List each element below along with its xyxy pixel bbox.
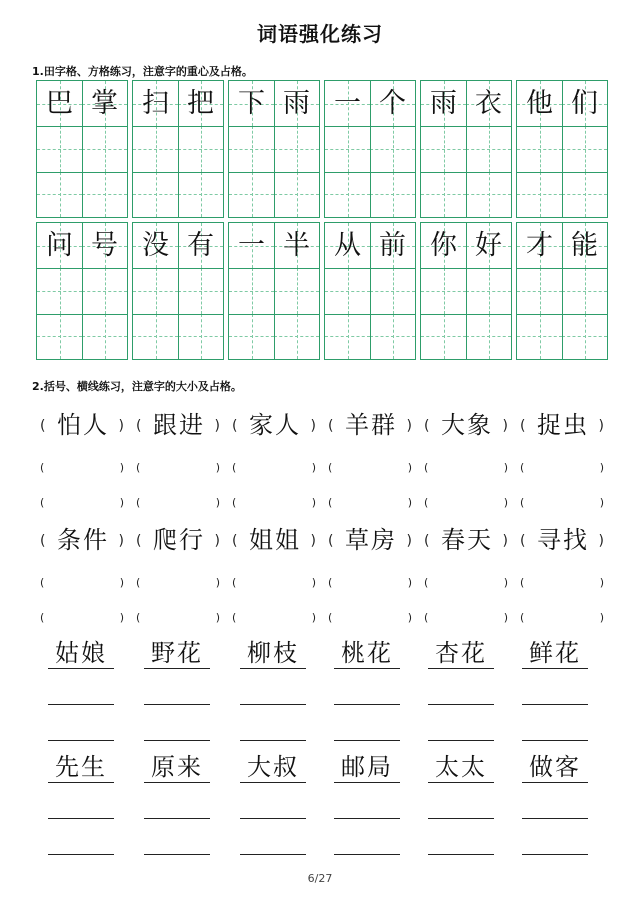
writing-cell <box>229 314 274 359</box>
paren-word: 爬行 <box>153 526 205 554</box>
grid-divider <box>229 126 319 127</box>
writing-underline <box>144 704 210 705</box>
close-paren: ) <box>215 496 220 509</box>
writing-cell <box>370 172 415 217</box>
writing-cell <box>421 314 466 359</box>
writing-cell <box>133 314 178 359</box>
writing-cell <box>370 314 415 359</box>
close-paren: ) <box>598 533 604 549</box>
grid-divider <box>421 172 511 173</box>
writing-underline <box>522 740 588 741</box>
model-character: 把 <box>187 88 214 119</box>
model-character: 问 <box>46 230 73 261</box>
paren-word-item <box>516 525 608 555</box>
close-paren: ) <box>119 461 124 474</box>
underline-word: 原来 <box>151 753 203 781</box>
writing-cell <box>466 172 511 217</box>
open-paren: ( <box>424 611 429 624</box>
paren-blank-item <box>132 487 224 517</box>
open-paren: ( <box>424 418 430 434</box>
close-paren: ) <box>119 496 124 509</box>
writing-underline <box>240 854 306 855</box>
writing-cell <box>133 268 178 313</box>
section2-instruction: 2.括号、横线练习，注意字的大小及占格。 <box>32 380 242 393</box>
grid-divider <box>325 268 415 269</box>
writing-underline <box>334 740 400 741</box>
paren-word-item <box>132 525 224 555</box>
model-character: 雨 <box>283 88 310 119</box>
paren-blank-item <box>324 487 416 517</box>
writing-cell <box>370 126 415 171</box>
grid-divider <box>229 172 319 173</box>
writing-underline <box>522 818 588 819</box>
writing-underline <box>428 818 494 819</box>
open-paren: ( <box>40 576 45 589</box>
paren-blank-item <box>516 602 608 632</box>
tianzige-word-box <box>516 222 608 360</box>
grid-divider <box>421 126 511 127</box>
close-paren: ) <box>119 576 124 589</box>
underline-word: 大叔 <box>247 753 299 781</box>
writing-cell <box>229 268 274 313</box>
open-paren: ( <box>40 611 45 624</box>
paren-blank-item <box>420 567 512 597</box>
paren-word: 跟进 <box>153 411 205 439</box>
writing-cell <box>178 268 223 313</box>
writing-underline <box>522 704 588 705</box>
paren-blank-item <box>324 452 416 482</box>
open-paren: ( <box>520 496 525 509</box>
paren-blank-item <box>516 487 608 517</box>
paren-blank-item <box>228 452 320 482</box>
writing-cell <box>37 314 82 359</box>
model-character: 个 <box>379 88 406 119</box>
paren-word: 条件 <box>57 526 109 554</box>
paren-blank-item <box>36 452 128 482</box>
close-paren: ) <box>215 576 220 589</box>
paren-blank-item <box>132 602 224 632</box>
grid-divider <box>229 268 319 269</box>
page-number: 6/27 <box>307 872 333 885</box>
underline-word: 柳枝 <box>247 639 299 667</box>
paren-blank-item <box>36 487 128 517</box>
open-paren: ( <box>40 461 45 474</box>
paren-blank-item <box>516 452 608 482</box>
close-paren: ) <box>406 418 412 434</box>
grid-divider <box>133 126 223 127</box>
tianzige-word-box <box>516 80 608 218</box>
close-paren: ) <box>503 576 508 589</box>
close-paren: ) <box>598 418 604 434</box>
paren-word-item <box>36 410 128 440</box>
close-paren: ) <box>118 418 124 434</box>
writing-cell <box>37 126 82 171</box>
writing-underline <box>428 782 494 783</box>
close-paren: ) <box>599 611 604 624</box>
model-character: 衣 <box>475 88 502 119</box>
tianzige-word-box <box>36 222 128 360</box>
model-character: 他 <box>526 88 553 119</box>
tianzige-word-box <box>420 222 512 360</box>
underline-word: 鲜花 <box>529 639 581 667</box>
writing-underline <box>48 704 114 705</box>
close-paren: ) <box>502 533 508 549</box>
tianzige-word-box <box>324 80 416 218</box>
writing-cell <box>229 126 274 171</box>
model-character: 一 <box>238 230 265 261</box>
paren-word-item <box>324 410 416 440</box>
tianzige-word-box <box>36 80 128 218</box>
close-paren: ) <box>214 533 220 549</box>
underline-word: 杏花 <box>435 639 487 667</box>
underline-word: 姑娘 <box>55 639 107 667</box>
paren-word: 家人 <box>249 411 301 439</box>
writing-underline <box>240 818 306 819</box>
grid-divider <box>37 172 127 173</box>
open-paren: ( <box>424 461 429 474</box>
model-character: 能 <box>571 230 598 261</box>
open-paren: ( <box>424 576 429 589</box>
writing-underline <box>334 818 400 819</box>
close-paren: ) <box>310 533 316 549</box>
paren-blank-item <box>228 602 320 632</box>
writing-cell <box>178 314 223 359</box>
grid-divider <box>229 314 319 315</box>
paren-blank-item <box>132 567 224 597</box>
writing-cell <box>178 172 223 217</box>
paren-blank-item <box>420 452 512 482</box>
open-paren: ( <box>232 576 237 589</box>
grid-divider <box>133 314 223 315</box>
writing-cell <box>274 268 319 313</box>
paren-word-item <box>228 410 320 440</box>
writing-underline <box>428 854 494 855</box>
writing-underline <box>240 782 306 783</box>
open-paren: ( <box>424 533 430 549</box>
model-character: 下 <box>238 88 265 119</box>
paren-blank-item <box>324 602 416 632</box>
writing-underline <box>428 740 494 741</box>
writing-cell <box>274 126 319 171</box>
paren-word: 春天 <box>441 526 493 554</box>
paren-word: 捉虫 <box>537 411 589 439</box>
close-paren: ) <box>599 576 604 589</box>
close-paren: ) <box>599 461 604 474</box>
section1-instruction: 1.田字格、方格练习，注意字的重心及占格。 <box>32 65 253 78</box>
grid-divider <box>517 126 607 127</box>
writing-cell <box>562 268 607 313</box>
paren-word-item <box>420 410 512 440</box>
paren-word-item <box>36 525 128 555</box>
writing-cell <box>37 268 82 313</box>
close-paren: ) <box>406 533 412 549</box>
writing-underline <box>334 854 400 855</box>
open-paren: ( <box>520 418 526 434</box>
grid-divider <box>37 268 127 269</box>
grid-divider <box>37 314 127 315</box>
tianzige-word-box <box>132 80 224 218</box>
open-paren: ( <box>136 576 141 589</box>
open-paren: ( <box>328 533 334 549</box>
paren-word: 寻找 <box>537 526 589 554</box>
close-paren: ) <box>503 461 508 474</box>
writing-cell <box>421 268 466 313</box>
close-paren: ) <box>407 576 412 589</box>
close-paren: ) <box>502 418 508 434</box>
underline-word: 太太 <box>435 753 487 781</box>
writing-cell <box>562 126 607 171</box>
paren-word-item <box>420 525 512 555</box>
writing-cell <box>370 268 415 313</box>
close-paren: ) <box>311 461 316 474</box>
close-paren: ) <box>119 611 124 624</box>
writing-underline <box>48 854 114 855</box>
paren-blank-item <box>132 452 224 482</box>
model-character: 们 <box>571 88 598 119</box>
underline-word: 邮局 <box>341 753 393 781</box>
open-paren: ( <box>520 533 526 549</box>
open-paren: ( <box>328 496 333 509</box>
writing-underline <box>144 782 210 783</box>
writing-underline <box>522 668 588 669</box>
model-character: 半 <box>283 230 310 261</box>
model-character: 雨 <box>430 88 457 119</box>
writing-underline <box>428 668 494 669</box>
writing-cell <box>517 314 562 359</box>
writing-underline <box>428 704 494 705</box>
writing-cell <box>82 172 127 217</box>
model-character: 好 <box>475 230 502 261</box>
model-character: 前 <box>379 230 406 261</box>
paren-word: 怕人 <box>57 411 109 439</box>
open-paren: ( <box>328 611 333 624</box>
close-paren: ) <box>311 496 316 509</box>
close-paren: ) <box>118 533 124 549</box>
paren-word: 大象 <box>441 411 493 439</box>
underline-word: 野花 <box>151 639 203 667</box>
writing-cell <box>133 172 178 217</box>
writing-underline <box>334 704 400 705</box>
open-paren: ( <box>520 461 525 474</box>
writing-underline <box>522 782 588 783</box>
tianzige-word-box <box>228 80 320 218</box>
open-paren: ( <box>136 533 142 549</box>
writing-cell <box>421 126 466 171</box>
writing-underline <box>240 704 306 705</box>
open-paren: ( <box>136 418 142 434</box>
paren-blank-item <box>324 567 416 597</box>
writing-underline <box>144 818 210 819</box>
close-paren: ) <box>503 611 508 624</box>
model-character: 巴 <box>46 88 73 119</box>
close-paren: ) <box>215 611 220 624</box>
underline-word: 先生 <box>55 753 107 781</box>
writing-underline <box>334 668 400 669</box>
paren-word: 羊群 <box>345 411 397 439</box>
model-character: 有 <box>187 230 214 261</box>
model-character: 从 <box>334 230 361 261</box>
paren-blank-item <box>228 487 320 517</box>
paren-word: 草房 <box>345 526 397 554</box>
writing-cell <box>274 314 319 359</box>
close-paren: ) <box>407 611 412 624</box>
open-paren: ( <box>424 496 429 509</box>
grid-divider <box>325 314 415 315</box>
writing-underline <box>48 818 114 819</box>
open-paren: ( <box>232 533 238 549</box>
open-paren: ( <box>136 496 141 509</box>
open-paren: ( <box>40 533 46 549</box>
tianzige-word-box <box>132 222 224 360</box>
close-paren: ) <box>215 461 220 474</box>
grid-divider <box>133 172 223 173</box>
open-paren: ( <box>328 576 333 589</box>
grid-divider <box>421 268 511 269</box>
writing-underline <box>522 854 588 855</box>
writing-cell <box>82 314 127 359</box>
writing-underline <box>240 668 306 669</box>
model-character: 你 <box>430 230 457 261</box>
paren-word-item <box>132 410 224 440</box>
model-character: 扫 <box>142 88 169 119</box>
grid-divider <box>325 126 415 127</box>
writing-underline <box>48 782 114 783</box>
open-paren: ( <box>232 461 237 474</box>
close-paren: ) <box>311 576 316 589</box>
paren-blank-item <box>516 567 608 597</box>
close-paren: ) <box>214 418 220 434</box>
writing-cell <box>37 172 82 217</box>
writing-cell <box>274 172 319 217</box>
close-paren: ) <box>310 418 316 434</box>
model-character: 才 <box>526 230 553 261</box>
open-paren: ( <box>232 611 237 624</box>
open-paren: ( <box>136 611 141 624</box>
underline-word: 做客 <box>529 753 581 781</box>
model-character: 号 <box>91 230 118 261</box>
writing-cell <box>82 268 127 313</box>
grid-divider <box>517 268 607 269</box>
close-paren: ) <box>599 496 604 509</box>
grid-divider <box>517 172 607 173</box>
writing-cell <box>325 268 370 313</box>
writing-cell <box>517 126 562 171</box>
grid-divider <box>421 314 511 315</box>
close-paren: ) <box>407 496 412 509</box>
writing-underline <box>144 854 210 855</box>
writing-cell <box>178 126 223 171</box>
paren-word-item <box>228 525 320 555</box>
paren-blank-item <box>228 567 320 597</box>
close-paren: ) <box>503 496 508 509</box>
writing-underline <box>48 740 114 741</box>
writing-cell <box>325 126 370 171</box>
paren-word: 姐姐 <box>249 526 301 554</box>
writing-cell <box>82 126 127 171</box>
open-paren: ( <box>40 496 45 509</box>
grid-divider <box>37 126 127 127</box>
paren-blank-item <box>36 567 128 597</box>
tianzige-word-box <box>324 222 416 360</box>
paren-word-item <box>324 525 416 555</box>
open-paren: ( <box>520 576 525 589</box>
model-character: 没 <box>142 230 169 261</box>
model-character: 一 <box>334 88 361 119</box>
writing-cell <box>325 314 370 359</box>
writing-underline <box>144 740 210 741</box>
tianzige-word-box <box>420 80 512 218</box>
paren-word-item <box>516 410 608 440</box>
writing-cell <box>562 172 607 217</box>
open-paren: ( <box>136 461 141 474</box>
writing-cell <box>421 172 466 217</box>
open-paren: ( <box>232 418 238 434</box>
writing-cell <box>517 172 562 217</box>
paren-blank-item <box>36 602 128 632</box>
writing-underline <box>144 668 210 669</box>
close-paren: ) <box>407 461 412 474</box>
writing-cell <box>562 314 607 359</box>
open-paren: ( <box>40 418 46 434</box>
open-paren: ( <box>328 418 334 434</box>
writing-underline <box>48 668 114 669</box>
writing-cell <box>229 172 274 217</box>
paren-blank-item <box>420 602 512 632</box>
writing-cell <box>517 268 562 313</box>
page-title: 词语强化练习 <box>257 22 383 46</box>
tianzige-word-box <box>228 222 320 360</box>
writing-cell <box>466 314 511 359</box>
open-paren: ( <box>328 461 333 474</box>
open-paren: ( <box>232 496 237 509</box>
open-paren: ( <box>520 611 525 624</box>
writing-cell <box>466 126 511 171</box>
writing-cell <box>466 268 511 313</box>
paren-blank-item <box>420 487 512 517</box>
writing-underline <box>334 782 400 783</box>
grid-divider <box>133 268 223 269</box>
close-paren: ) <box>311 611 316 624</box>
writing-underline <box>240 740 306 741</box>
model-character: 掌 <box>91 88 118 119</box>
grid-divider <box>325 172 415 173</box>
underline-word: 桃花 <box>341 639 393 667</box>
writing-cell <box>325 172 370 217</box>
writing-cell <box>133 126 178 171</box>
grid-divider <box>517 314 607 315</box>
